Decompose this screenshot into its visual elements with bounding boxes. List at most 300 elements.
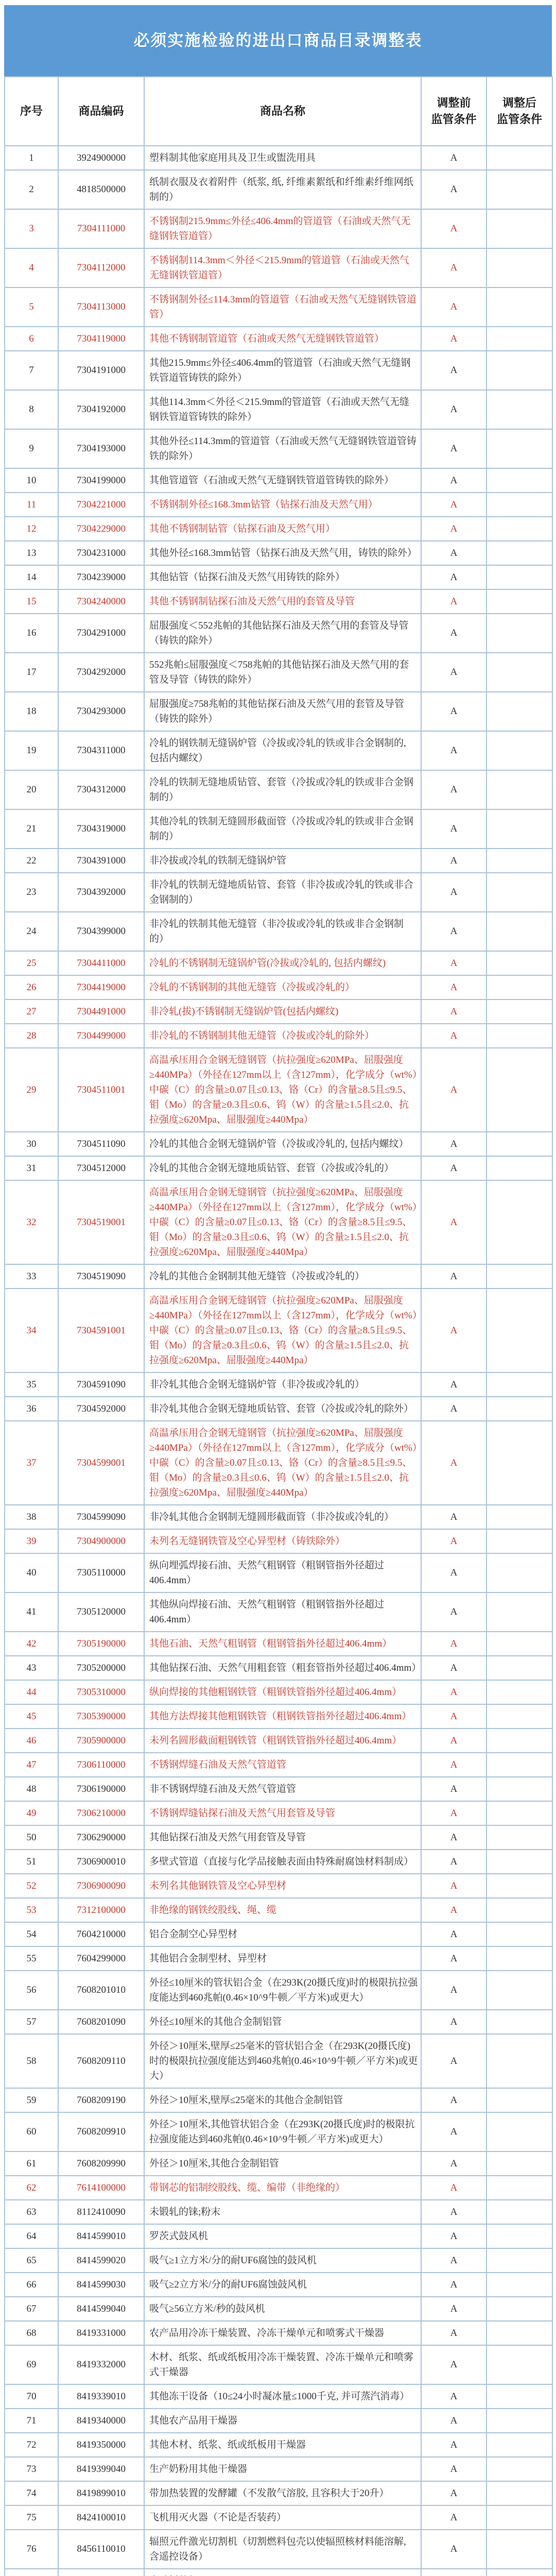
code-cell: 7306110000 [58, 1753, 144, 1777]
post-condition-cell [486, 2297, 552, 2321]
table-row [5, 468, 552, 493]
table-row [5, 975, 552, 999]
serial-cell: 59 [5, 2088, 58, 2112]
pre-condition-cell: A [421, 1289, 486, 1372]
code-cell: 8419340000 [58, 2409, 144, 2433]
table-row [5, 351, 552, 390]
name-cell: 农产品用冷冻干燥装置、冷冻干燥单元和喷雾式干燥器 [144, 2321, 421, 2345]
name-cell: 吸气≥1立方米/分的耐UF6腐蚀的鼓风机 [144, 2248, 421, 2273]
name-cell: 552兆帕≤屈服强度＜758兆帕的其他钻探石油及天然气用的套管及导管（铸铁的除外） [144, 653, 421, 692]
post-condition-cell [486, 2034, 552, 2088]
name-cell: 不锈钢制外径≤168.3mm钻管（钻探石油及天然气用） [144, 493, 421, 517]
name-cell: 其他114.3mm＜外径＜215.9mm的管道管（石油或天然气无缝钢铁管道管铸铁的除外） [144, 390, 421, 429]
pre-condition-cell: A [421, 589, 486, 614]
pre-condition-cell: A [421, 2200, 486, 2224]
post-condition-cell [486, 2224, 552, 2248]
serial-cell: 2 [5, 170, 58, 209]
code-cell: 7304392000 [58, 873, 144, 912]
code-cell: 7614100000 [58, 2176, 144, 2200]
pre-condition-cell: A [421, 2457, 486, 2481]
serial-cell: 61 [5, 2151, 58, 2176]
code-cell: 4818500000 [58, 170, 144, 209]
post-condition-cell [486, 1553, 552, 1592]
code-cell: 7608209910 [58, 2112, 144, 2151]
name-cell: 铝合金制空心异型材 [144, 1922, 421, 1946]
code-cell: 7304592000 [58, 1397, 144, 1421]
code-cell: 7305190000 [58, 1632, 144, 1656]
code-cell: 7306900090 [58, 1874, 144, 1898]
commodity-catalog-table [4, 76, 553, 2576]
post-condition-cell [486, 2010, 552, 2034]
serial-cell: 21 [5, 809, 58, 849]
name-cell: 非冷轧的铁制无缝地质钻管、套管（非冷拔或冷轧的铁或非合金钢制的） [144, 873, 421, 912]
code-cell: 7304599001 [58, 1421, 144, 1505]
table-row [5, 287, 552, 327]
table-row [5, 327, 552, 351]
serial-cell: 35 [5, 1372, 58, 1397]
serial-cell: 43 [5, 1656, 58, 1680]
table-row [5, 2273, 552, 2297]
name-cell: 不锈钢制215.9mm≤外径≤406.4mm的管道管（石油或天然气无缝钢铁管道管） [144, 209, 421, 248]
table-row [5, 2034, 552, 2088]
serial-cell: 45 [5, 1704, 58, 1728]
name-cell: 冷轧的不锈钢制无缝锅炉管(冷拔或冷轧的, 包括内螺纹) [144, 951, 421, 975]
pre-condition-cell: A [421, 951, 486, 975]
name-cell: 纸制衣服及衣着附件（纸浆, 纸, 纤维素絮纸和纤维素纤维网纸制的） [144, 170, 421, 209]
name-cell: 纵向埋弧焊接石油、天然气粗钢管（粗钢管指外径超过406.4mm） [144, 1553, 421, 1592]
code-cell: 7305120000 [58, 1592, 144, 1632]
table-row [5, 1048, 552, 1132]
serial-cell: 29 [5, 1048, 58, 1132]
pre-condition-cell: A [421, 2034, 486, 2088]
name-cell: 非冷轧的不锈钢制其他无缝管（冷拔或冷轧的除外） [144, 1024, 421, 1048]
name-cell: 不锈钢焊缝钻探石油及天然气用套管及导管 [144, 1801, 421, 1825]
serial-cell: 49 [5, 1801, 58, 1825]
serial-cell: 66 [5, 2273, 58, 2297]
pre-condition-cell: A [421, 1704, 486, 1728]
name-cell: 其他管道管（石油或天然气无缝钢铁管道管铸铁的除外） [144, 468, 421, 493]
name-cell: 多壁式管道（直接与化学品接触表面由特殊耐腐蚀材料制成） [144, 1850, 421, 1874]
table-row [5, 1289, 552, 1372]
post-condition-cell [486, 951, 552, 975]
post-condition-cell [486, 2505, 552, 2530]
col-header-pre-condition: 调整前 监管条件 [421, 77, 486, 146]
table-row [5, 2176, 552, 2200]
table-row [5, 1529, 552, 1553]
code-cell: 7305110000 [58, 1553, 144, 1592]
pre-condition-cell: A [421, 2481, 486, 2505]
serial-cell: 73 [5, 2457, 58, 2481]
serial-cell: 65 [5, 2248, 58, 2273]
name-cell: 辐照元件激光切割机（切割燃料包壳以使辐照核材料能溶解, 含遥控设备） [144, 2530, 421, 2569]
table-row [5, 2345, 552, 2384]
serial-cell: 3 [5, 209, 58, 248]
code-cell: 7304191000 [58, 351, 144, 390]
serial-cell: 18 [5, 692, 58, 731]
table-row [5, 1632, 552, 1656]
name-cell: 生产奶粉用其他干燥器 [144, 2457, 421, 2481]
post-condition-cell [486, 1680, 552, 1704]
name-cell: 未列名其他钢铁管及空心异型材 [144, 1874, 421, 1898]
name-cell: 外径≤10厘米的管状铝合金（在293K(20摄氏度)时的极限抗拉强度能达到460兆帕(0.46×10^9牛顿／平方米)或更大） [144, 1971, 421, 2010]
code-cell: 7608209110 [58, 2034, 144, 2088]
post-condition-cell [486, 2530, 552, 2569]
post-condition-cell [486, 1825, 552, 1850]
serial-cell: 24 [5, 912, 58, 951]
pre-condition-cell: A [421, 248, 486, 287]
code-cell: 8419899010 [58, 2481, 144, 2505]
pre-condition-cell: A [421, 209, 486, 248]
serial-cell: 72 [5, 2433, 58, 2457]
table-row [5, 2112, 552, 2151]
post-condition-cell [486, 1397, 552, 1421]
pre-condition-cell: A [421, 1946, 486, 1971]
post-condition-cell [486, 809, 552, 849]
table-row [5, 731, 552, 770]
table-row [5, 1971, 552, 2010]
page [4, 0, 552, 2576]
table-row [5, 2505, 552, 2530]
table-row [5, 999, 552, 1024]
post-condition-cell [486, 1801, 552, 1825]
pre-condition-cell: A [421, 1048, 486, 1132]
code-cell: 7304512000 [58, 1156, 144, 1180]
pre-condition-cell: A [421, 912, 486, 951]
code-cell: 7304591001 [58, 1289, 144, 1372]
code-cell: 7305900000 [58, 1728, 144, 1753]
name-cell: 高温承压用合金钢无缝钢管（抗拉强度≥620MPa、屈服强度≥440MPa）（外径在127mm以上（含127mm），化学成分（wt%）中碳（C）的含量≥0.07且≤0.13、铬（Cr）的含量≥8.5且≤9.5、钼（Mo）的含量≥0.3且≤0.6、钨（W）的含量≥1.5且≤2.0、抗拉强度≥620Mpa、屈服强度≥440Mpa） [144, 1289, 421, 1372]
pre-condition-cell: A [421, 731, 486, 770]
pre-condition-cell: A [421, 1922, 486, 1946]
name-cell: 其他钻探石油及天然气用套管及导管 [144, 1825, 421, 1850]
post-condition-cell [486, 1971, 552, 2010]
code-cell: 7304239000 [58, 565, 144, 589]
post-condition-cell [486, 2384, 552, 2409]
code-cell: 7604299000 [58, 1946, 144, 1971]
name-cell: 吸气≥56立方米/秒的鼓风机 [144, 2297, 421, 2321]
serial-cell: 5 [5, 287, 58, 327]
pre-condition-cell: A [421, 1777, 486, 1801]
pre-condition-cell [421, 2569, 486, 2576]
name-cell: 木材、纸浆、纸或纸板用冷冻干燥装置、冷冻干燥单元和喷雾式干燥器 [144, 2345, 421, 2384]
serial-cell: 40 [5, 1553, 58, 1592]
table-row [5, 1728, 552, 1753]
name-cell: 冷轧的其他合金钢制其他无缝管（冷拔或冷轧的） [144, 1264, 421, 1289]
code-cell: 7304291000 [58, 614, 144, 653]
post-condition-cell [486, 2321, 552, 2345]
post-condition-cell [486, 2409, 552, 2433]
code-cell: 8419332000 [58, 2345, 144, 2384]
pre-condition-cell: A [421, 327, 486, 351]
post-condition-cell [486, 493, 552, 517]
post-condition-cell [486, 849, 552, 873]
post-condition-cell [486, 2569, 552, 2576]
table-body [5, 146, 552, 2576]
post-condition-cell [486, 429, 552, 468]
pre-condition-cell: A [421, 653, 486, 692]
serial-cell: 33 [5, 1264, 58, 1289]
pre-condition-cell: A [421, 692, 486, 731]
serial-cell: 42 [5, 1632, 58, 1656]
code-cell: 7304519090 [58, 1264, 144, 1289]
name-cell: 罗茨式鼓风机 [144, 2224, 421, 2248]
table-row [5, 1753, 552, 1777]
table-row [5, 589, 552, 614]
pre-condition-cell: A [421, 2530, 486, 2569]
serial-cell: 10 [5, 468, 58, 493]
serial-cell: 54 [5, 1922, 58, 1946]
post-condition-cell [486, 873, 552, 912]
serial-cell: 51 [5, 1850, 58, 1874]
code-cell: 3924900000 [58, 146, 144, 170]
code-cell: 8414599030 [58, 2273, 144, 2297]
serial-cell: 62 [5, 2176, 58, 2200]
code-cell: 7304591090 [58, 1372, 144, 1397]
table-row [5, 1156, 552, 1180]
code-cell: 8424100010 [58, 2505, 144, 2530]
col-header-post-condition: 调整后 监管条件 [486, 77, 552, 146]
code-cell: 7304499000 [58, 1024, 144, 1048]
serial-cell: 12 [5, 517, 58, 541]
table-row [5, 849, 552, 873]
table-row [5, 2088, 552, 2112]
name-cell: 不锈钢制114.3mm＜外径＜215.9mm的管道管（石油或天然气无缝钢铁管道管） [144, 248, 421, 287]
serial-cell: 63 [5, 2200, 58, 2224]
serial-cell: 27 [5, 999, 58, 1024]
pre-condition-cell: A [421, 1728, 486, 1753]
code-cell: 7306290000 [58, 1825, 144, 1850]
code-cell: 7304113000 [58, 287, 144, 327]
post-condition-cell [486, 2481, 552, 2505]
code-cell: 7304221000 [58, 493, 144, 517]
name-cell: 其他钻管（钻探石油及天然气用铸铁的除外） [144, 565, 421, 589]
post-condition-cell [486, 327, 552, 351]
post-condition-cell [486, 912, 552, 951]
table-row [5, 1397, 552, 1421]
serial-cell: 17 [5, 653, 58, 692]
serial-cell: 52 [5, 1874, 58, 1898]
serial-cell: 7 [5, 351, 58, 390]
code-cell: 8419339010 [58, 2384, 144, 2409]
pre-condition-cell: A [421, 975, 486, 999]
code-cell: 7304192000 [58, 390, 144, 429]
name-cell: 冷轧的其他合金钢无缝地质钻管、套管（冷拔或冷轧的） [144, 1156, 421, 1180]
post-condition-cell [486, 589, 552, 614]
pre-condition-cell: A [421, 1680, 486, 1704]
table-row [5, 2409, 552, 2433]
name-cell: 冷轧的钢铁制无缝锅炉管（冷拔或冷轧的铁或非合金钢制的, 包括内螺纹） [144, 731, 421, 770]
serial-cell: 19 [5, 731, 58, 770]
serial-cell [5, 2569, 58, 2576]
post-condition-cell [486, 390, 552, 429]
table-row [5, 2200, 552, 2224]
name-cell: 吸气≥2立方米/分的耐UF6腐蚀鼓风机 [144, 2273, 421, 2297]
table-row [5, 517, 552, 541]
serial-cell: 75 [5, 2505, 58, 2530]
name-cell: 带加热装置的发酵罐（不发散气溶胶, 且容积大于20升） [144, 2481, 421, 2505]
code-cell: 8112410090 [58, 2200, 144, 2224]
serial-cell: 44 [5, 1680, 58, 1704]
name-cell: 飞机用灭火器（不论是否装药） [144, 2505, 421, 2530]
post-condition-cell [486, 1753, 552, 1777]
code-cell: 7304312000 [58, 770, 144, 809]
post-condition-cell [486, 146, 552, 170]
code-cell: 7304599090 [58, 1505, 144, 1529]
pre-condition-cell: A [421, 2112, 486, 2151]
post-condition-cell [486, 248, 552, 287]
serial-cell: 8 [5, 390, 58, 429]
serial-cell: 71 [5, 2409, 58, 2433]
serial-cell: 15 [5, 589, 58, 614]
name-cell: 其他不锈钢制管道管（石油或天然气无缝钢铁管道管） [144, 327, 421, 351]
pre-condition-cell: A [421, 1024, 486, 1048]
code-cell: 7304319000 [58, 809, 144, 849]
serial-cell: 37 [5, 1421, 58, 1505]
name-cell: 非冷轧其他合金钢制无缝圆形截面管（非冷拔或冷轧的） [144, 1505, 421, 1529]
table-row [5, 809, 552, 849]
code-cell: 7304311000 [58, 731, 144, 770]
name-cell: 其他石油、天然气粗钢管（粗钢管指外径超过406.4mm） [144, 1632, 421, 1656]
serial-cell: 9 [5, 429, 58, 468]
name-cell: 外径＞10厘米,壁厚≤25毫米的其他合金制铝管 [144, 2088, 421, 2112]
serial-cell: 34 [5, 1289, 58, 1372]
post-condition-cell [486, 2112, 552, 2151]
serial-cell: 14 [5, 565, 58, 589]
post-condition-cell [486, 2433, 552, 2457]
table-row [5, 1898, 552, 1922]
table-row [5, 2010, 552, 2034]
code-cell: 7304419000 [58, 975, 144, 999]
name-cell: 高温承压用合金钢无缝钢管（抗拉强度≥620MPa、屈服强度≥440MPa）（外径在127mm以上（含127mm），化学成分（wt%）中碳（C）的含量≥0.07且≤0.13、铬（Cr）的含量≥8.5且≤9.5、钼（Mo）的含量≥0.3且≤0.6、钨（W）的含量≥1.5且≤2.0、抗拉强度≥620Mpa、屈服强度≥440Mpa） [144, 1180, 421, 1264]
code-cell: 7608201010 [58, 1971, 144, 2010]
post-condition-cell [486, 209, 552, 248]
name-cell: 其他木材、纸浆、纸或纸板用干燥器 [144, 2433, 421, 2457]
post-condition-cell [486, 692, 552, 731]
post-condition-cell [486, 1264, 552, 1289]
table-row [5, 2384, 552, 2409]
code-cell: 8419350000 [58, 2433, 144, 2457]
code-cell: 7304112000 [58, 248, 144, 287]
serial-cell: 28 [5, 1024, 58, 1048]
pre-condition-cell: A [421, 468, 486, 493]
name-cell: 其他铝合金制型材、异型材 [144, 1946, 421, 1971]
serial-cell: 41 [5, 1592, 58, 1632]
table-row [5, 146, 552, 170]
table-row [5, 541, 552, 565]
code-cell: 7304511090 [58, 1132, 144, 1156]
post-condition-cell [486, 1132, 552, 1156]
name-cell: 其他外径≤114.3mm的管道管（石油或天然气无缝钢铁管道管铸铁的除外） [144, 429, 421, 468]
pre-condition-cell: A [421, 999, 486, 1024]
post-condition-cell [486, 170, 552, 209]
serial-cell: 68 [5, 2321, 58, 2345]
table-row [5, 1372, 552, 1397]
name-cell: 其他纵向焊接石油、天然气粗钢管（粗钢管指外径超过406.4mm） [144, 1592, 421, 1632]
code-cell: 7608209190 [58, 2088, 144, 2112]
serial-cell: 4 [5, 248, 58, 287]
table-row [5, 1680, 552, 1704]
code-cell: 7306210000 [58, 1801, 144, 1825]
pre-condition-cell: A [421, 2505, 486, 2530]
post-condition-cell [486, 1048, 552, 1132]
table-row [5, 429, 552, 468]
name-cell: 其他农产品用干燥器 [144, 2409, 421, 2433]
post-condition-cell [486, 1529, 552, 1553]
pre-condition-cell: A [421, 1529, 486, 1553]
name-cell: 未列名圆形截面粗钢铁管（粗钢铁管指外径超过406.4mm） [144, 1728, 421, 1753]
table-row [5, 770, 552, 809]
table-row [5, 1180, 552, 1264]
table-row [5, 170, 552, 209]
post-condition-cell [486, 1850, 552, 1874]
code-cell: 7306900010 [58, 1850, 144, 1874]
code-cell: 8414599040 [58, 2297, 144, 2321]
pre-condition-cell: A [421, 1825, 486, 1850]
name-cell: 非冷拔或冷轧的铁制无缝锅炉管 [144, 849, 421, 873]
code-cell: 8414599020 [58, 2248, 144, 2273]
name-cell: 高温承压用合金钢无缝钢管（抗拉强度≥620MPa、屈服强度≥440MPa）（外径在127mm以上（含127mm），化学成分（wt%）中碳（C）的含量≥0.07且≤0.13、铬（Cr）的含量≥8.5且≤9.5、钼（Mo）的含量≥0.3且≤0.6、钨（W）的含量≥1.5且≤2.0、抗拉强度≥620Mpa、屈服强度≥440Mpa） [144, 1048, 421, 1132]
table-row [5, 1505, 552, 1529]
serial-cell: 22 [5, 849, 58, 873]
code-cell: 7304900000 [58, 1529, 144, 1553]
pre-condition-cell: A [421, 1156, 486, 1180]
name-cell: 非不锈钢焊缝石油及天然气管道管 [144, 1777, 421, 1801]
serial-cell: 16 [5, 614, 58, 653]
table-row [5, 1825, 552, 1850]
post-condition-cell [486, 1777, 552, 1801]
table-row [5, 1656, 552, 1680]
post-condition-cell [486, 1728, 552, 1753]
code-cell: 7306190000 [58, 1777, 144, 1801]
post-condition-cell [486, 1024, 552, 1048]
post-condition-cell [486, 1704, 552, 1728]
post-condition-cell [486, 468, 552, 493]
name-cell: 其他方法焊接其他粗钢铁管（粗钢铁管指外径超过406.4mm） [144, 1704, 421, 1728]
pre-condition-cell: A [421, 2409, 486, 2433]
post-condition-cell [486, 614, 552, 653]
serial-cell: 46 [5, 1728, 58, 1753]
post-condition-cell [486, 1421, 552, 1505]
pre-condition-cell: A [421, 2273, 486, 2297]
post-condition-cell [486, 1372, 552, 1397]
post-condition-cell [486, 1922, 552, 1946]
name-cell: 未锻轧的铼;粉末 [144, 2200, 421, 2224]
name-cell: 外径＞10厘米,其他合金制铝管 [144, 2151, 421, 2176]
code-cell: 7304111000 [58, 209, 144, 248]
table-row [5, 2530, 552, 2569]
table-row [5, 1801, 552, 1825]
pre-condition-cell: A [421, 1553, 486, 1592]
name-cell: 其他冻干设备（10≤24小时凝冰量≤1000千克, 并可蒸汽消毒） [144, 2384, 421, 2409]
name-cell: 外径＞10厘米,其他管状铝合金（在293K(20摄氏度)时的极限抗拉强度能达到460兆帕(0.46×10^9牛顿／平方米)或更大） [144, 2112, 421, 2151]
code-cell: 7304511001 [58, 1048, 144, 1132]
serial-cell: 74 [5, 2481, 58, 2505]
serial-cell: 13 [5, 541, 58, 565]
pre-condition-cell: A [421, 2010, 486, 2034]
code-cell: 7304519001 [58, 1180, 144, 1264]
post-condition-cell [486, 2457, 552, 2481]
post-condition-cell [486, 2151, 552, 2176]
name-cell: 非冷轧其他合金钢无缝锅炉管（非冷拔或冷轧的） [144, 1372, 421, 1397]
serial-cell: 25 [5, 951, 58, 975]
code-cell: 7304293000 [58, 692, 144, 731]
post-condition-cell [486, 1156, 552, 1180]
code-cell: 7304193000 [58, 429, 144, 468]
name-cell: 外径＞10厘米,壁厚≤25毫米的管状铝合金（在293K(20摄氏度)时的极限抗拉强度能达到460兆帕(0.46×10^9牛顿／平方米)或更大） [144, 2034, 421, 2088]
pre-condition-cell: A [421, 2384, 486, 2409]
pre-condition-cell: A [421, 1397, 486, 1421]
table-row [5, 248, 552, 287]
